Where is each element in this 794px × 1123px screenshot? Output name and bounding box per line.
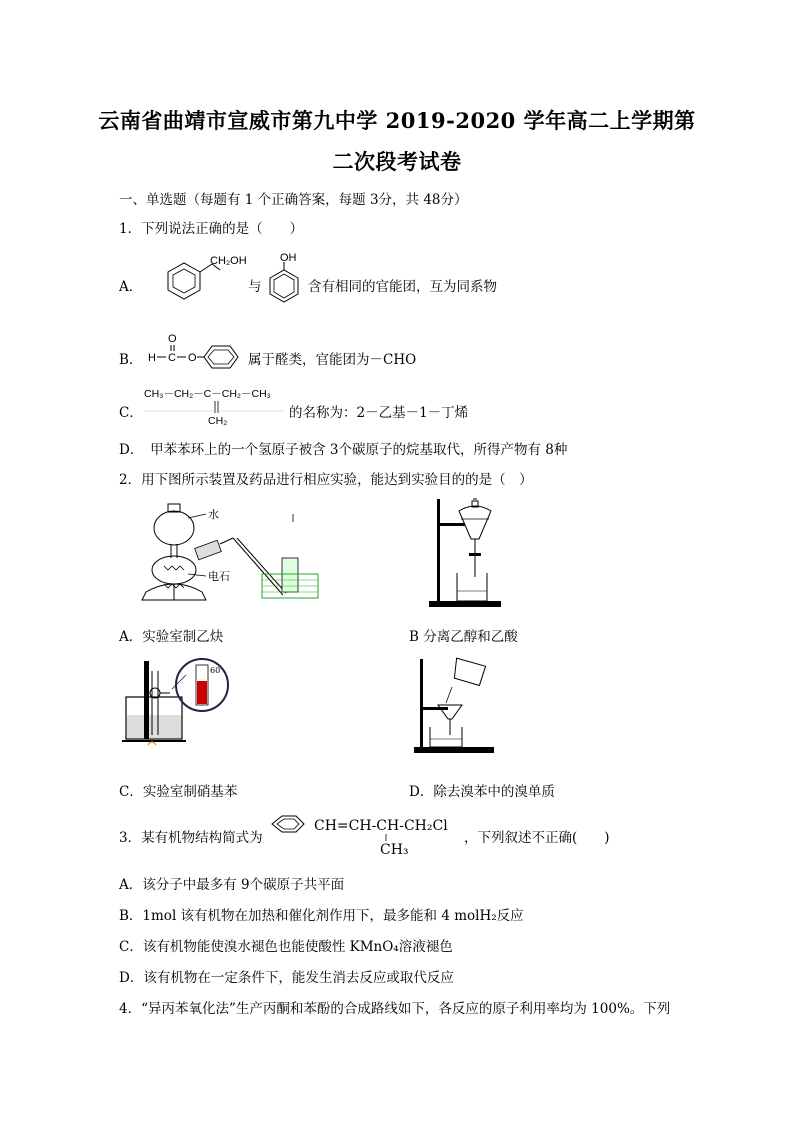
q1-option-a-and: 与	[248, 279, 262, 295]
q1-option-b-text: 属于醛类，官能团为－CHO	[248, 352, 417, 368]
q3-structure	[268, 807, 464, 859]
phenol-oh-label: OH	[280, 252, 297, 264]
q3-option-c: C．该有机物能使溴水褪色也能使酸性 KMnO₄溶液褪色	[119, 939, 453, 955]
phenol-structure	[264, 250, 314, 312]
q3-formula: CH=CH-CH-CH₂Cl	[314, 818, 448, 834]
q1-option-c-text: 的名称为：2－乙基－1－丁烯	[289, 405, 469, 421]
nitrobenzene-apparatus-figure	[122, 653, 252, 753]
q3-methyl: CH₃	[380, 842, 409, 858]
q3-option-d: D．该有机物在一定条件下，能发生消去反应或取代反应	[119, 970, 454, 986]
acetylene-apparatus-figure	[138, 500, 323, 605]
q1-option-b-label: B．	[119, 352, 143, 368]
q1-option-d: D． 甲苯苯环上的一个氢原子被含 3个碳原子的烷基取代，所得产物有 8种	[119, 442, 568, 458]
q4-stem: 4．“异丙苯氧化法”生产丙酮和苯酚的合成路线如下，各反应的原子利用率均为 100%。下列	[119, 1001, 671, 1017]
q3-option-b: B．1mol 该有机物在加热和催化剂作用下，最多能和 4 molH₂反应	[119, 908, 524, 924]
section-heading: 一、单选题（每题有 1 个正确答案，每题 3分，共 48分）	[119, 192, 468, 208]
formate-o: O	[188, 352, 197, 364]
q2-option-c: C．实验室制硝基苯	[119, 784, 238, 800]
formate-o-top: O	[168, 333, 177, 345]
thermometer-reading: 60	[210, 666, 221, 675]
benzyl-alcohol-structure	[150, 252, 250, 308]
formate-c: C	[168, 352, 176, 364]
water-label: 水	[208, 508, 219, 521]
formate-h: H	[148, 352, 156, 364]
alkene-structure	[144, 385, 294, 429]
q2-option-b: B 分离乙醇和乙酸	[409, 629, 518, 645]
phenyl-formate-structure	[146, 330, 246, 374]
alkene-branch: CH₂	[208, 415, 228, 427]
q3-stem-post: ，下列叙述不正确( )	[464, 830, 610, 846]
q1-option-a-label: A．	[119, 279, 143, 295]
q1-option-c-label: C．	[119, 405, 143, 421]
q2-option-a: A．实验室制乙炔	[119, 629, 224, 645]
q3-stem-pre: 3．某有机物结构简式为	[119, 830, 263, 846]
q1-stem: 1．下列说法正确的是（ ）	[119, 221, 304, 237]
title-line-1: 云南省曲靖市宣威市第九中学 2019-2020 学年高二上学期第	[98, 108, 696, 133]
q1-option-a-text: 含有相同的官能团，互为同系物	[308, 279, 497, 295]
q3-option-a: A．该分子中最多有 9个碳原子共平面	[119, 877, 345, 893]
title-line-2: 二次段考试卷	[332, 149, 462, 174]
q2-stem: 2．用下图所示装置及药品进行相应实验，能达到实验目的的是（ ）	[119, 472, 533, 488]
alkene-main-chain: CH₃－CH₂－C－CH₂－CH₃	[144, 388, 271, 400]
carbide-label: 电石	[208, 570, 230, 583]
q2-option-d: D．除去溴苯中的溴单质	[409, 784, 555, 800]
benzyl-group-label: CH₂OH	[210, 255, 247, 267]
filtration-figure	[412, 657, 502, 757]
separatory-funnel-figure	[425, 497, 515, 609]
